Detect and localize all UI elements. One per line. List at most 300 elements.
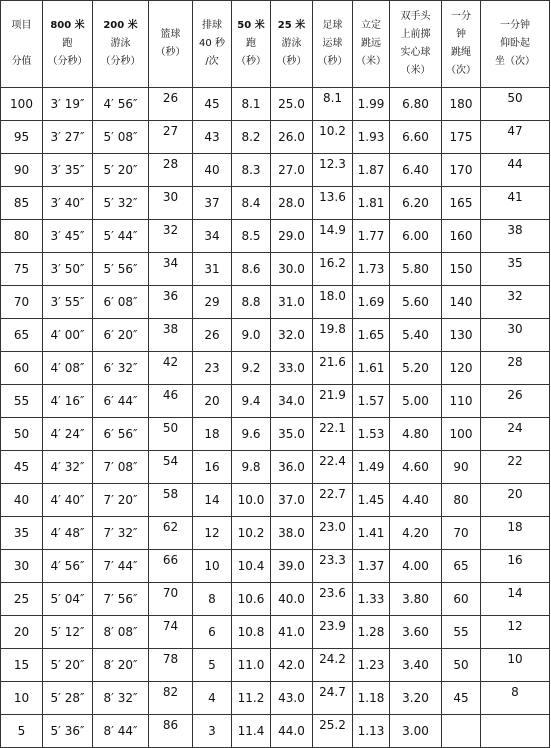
table-row (1, 649, 550, 682)
table-cell: 3.40 (390, 649, 442, 682)
table-cell: 1.18 (353, 682, 390, 715)
table-cell: 38 (149, 319, 193, 352)
header-line: 跳绳 (451, 47, 471, 58)
table-row (1, 154, 550, 187)
table-cell: 28 (481, 352, 550, 385)
table-cell: 23.6 (313, 583, 353, 616)
table-cell: 60 (442, 583, 481, 616)
table-cell: 60 (1, 352, 43, 385)
column-header (232, 1, 271, 88)
table-cell: 4′ 56″ (93, 88, 149, 121)
table-cell: 7′ 20″ (93, 484, 149, 517)
table-cell (442, 715, 481, 748)
header-line: （次） (446, 65, 476, 76)
table-cell: 8′ 32″ (93, 682, 149, 715)
table-cell: 15 (1, 649, 43, 682)
table-cell: 4.60 (390, 451, 442, 484)
table-cell: 3.20 (390, 682, 442, 715)
table-cell: 18 (193, 418, 232, 451)
table-cell: 6.60 (390, 121, 442, 154)
table-cell: 80 (442, 484, 481, 517)
table-cell: 65 (1, 319, 43, 352)
table-row (1, 484, 550, 517)
header-line: 上前掷 (400, 29, 431, 40)
table-cell: 4.20 (390, 517, 442, 550)
table-cell: 45 (1, 451, 43, 484)
table-cell: 43 (193, 121, 232, 154)
table-cell: 30 (149, 187, 193, 220)
table-cell: 35 (1, 517, 43, 550)
table-cell: 6.20 (390, 187, 442, 220)
table-cell: 24 (481, 418, 550, 451)
table-row (1, 88, 550, 121)
table-cell: 70 (149, 583, 193, 616)
table-cell: 50 (1, 418, 43, 451)
column-header (353, 1, 390, 88)
table-row (1, 385, 550, 418)
table-cell: 100 (442, 418, 481, 451)
table-cell: 37.0 (271, 484, 313, 517)
table-cell: 5′ 08″ (93, 121, 149, 154)
table-cell: 27.0 (271, 154, 313, 187)
table-cell: 50 (481, 88, 550, 121)
table-cell: 55 (442, 616, 481, 649)
table-cell: 31 (193, 253, 232, 286)
table-cell: 8.1 (313, 88, 353, 121)
table-cell: 43.0 (271, 682, 313, 715)
header-line: 实心球 (400, 47, 431, 58)
table-cell: 8.2 (232, 121, 271, 154)
header-line: 40 秒 (199, 38, 225, 49)
table-cell: 8 (193, 583, 232, 616)
table-cell: 65 (442, 550, 481, 583)
table-cell: 6′ 44″ (93, 385, 149, 418)
table-cell: 8.4 (232, 187, 271, 220)
table-cell: 100 (1, 88, 43, 121)
table-cell: 21.9 (313, 385, 353, 418)
table-cell: 39.0 (271, 550, 313, 583)
column-header (313, 1, 353, 88)
column-header (193, 1, 232, 88)
table-row (1, 550, 550, 583)
table-cell: 4 (193, 682, 232, 715)
table-cell: 80 (1, 220, 43, 253)
table-cell: 10 (481, 649, 550, 682)
table-cell: 32.0 (271, 319, 313, 352)
table-cell: 40 (193, 154, 232, 187)
table-cell: 40 (1, 484, 43, 517)
table-cell: 95 (1, 121, 43, 154)
table-cell: 30.0 (271, 253, 313, 286)
table-cell: 180 (442, 88, 481, 121)
table-cell: 150 (442, 253, 481, 286)
column-header (1, 1, 43, 88)
table-cell: 6′ 32″ (93, 352, 149, 385)
table-cell: 1.37 (353, 550, 390, 583)
table-cell: 3′ 19″ (43, 88, 93, 121)
table-row (1, 418, 550, 451)
table-cell: 12 (193, 517, 232, 550)
table-cell: 3.80 (390, 583, 442, 616)
header-line: 跑 (62, 38, 73, 49)
table-cell: 1.28 (353, 616, 390, 649)
header-line: （米） (356, 56, 386, 67)
table-cell: 47 (481, 121, 550, 154)
table-cell: 9.4 (232, 385, 271, 418)
table-cell: 130 (442, 319, 481, 352)
table-cell: 16.2 (313, 253, 353, 286)
header-line: （分秒） (100, 56, 141, 67)
table-cell: 14.9 (313, 220, 353, 253)
header-line: 运球 (322, 38, 343, 49)
table-cell: 38 (481, 220, 550, 253)
table-cell: 5.40 (390, 319, 442, 352)
table-cell: 10.4 (232, 550, 271, 583)
header-line: （米） (400, 65, 431, 76)
table-cell: 34.0 (271, 385, 313, 418)
table-cell: 175 (442, 121, 481, 154)
table-cell: 3′ 45″ (43, 220, 93, 253)
table-cell: 12.3 (313, 154, 353, 187)
table-cell: 38.0 (271, 517, 313, 550)
table-cell: 7′ 08″ (93, 451, 149, 484)
column-header (481, 1, 550, 88)
table-cell: 16 (193, 451, 232, 484)
table-cell: 28 (149, 154, 193, 187)
table-row (1, 121, 550, 154)
table-cell: 29 (193, 286, 232, 319)
table-row (1, 616, 550, 649)
table-cell: 5′ 04″ (43, 583, 93, 616)
column-header (271, 1, 313, 88)
table-cell: 11.2 (232, 682, 271, 715)
table-cell: 5′ 20″ (43, 649, 93, 682)
table-cell: 54 (149, 451, 193, 484)
table-cell: 1.69 (353, 286, 390, 319)
table-body (1, 88, 550, 748)
table-cell: 4′ 16″ (43, 385, 93, 418)
column-header (390, 1, 442, 88)
table-cell: 5.60 (390, 286, 442, 319)
table-cell: 10 (1, 682, 43, 715)
header-line: /次 (205, 56, 219, 67)
table-cell: 1.77 (353, 220, 390, 253)
table-cell: 8.8 (232, 286, 271, 319)
table-cell: 5′ 44″ (93, 220, 149, 253)
table-row (1, 451, 550, 484)
table-cell: 8′ 08″ (93, 616, 149, 649)
table-cell: 10 (193, 550, 232, 583)
header-line: （秒） (155, 47, 186, 58)
table-cell: 10.0 (232, 484, 271, 517)
table-row (1, 517, 550, 550)
table-cell: 4′ 00″ (43, 319, 93, 352)
table-cell: 23 (193, 352, 232, 385)
table-cell: 6.00 (390, 220, 442, 253)
header-line: 立定 (361, 20, 381, 31)
table-cell: 45 (442, 682, 481, 715)
table-cell: 36 (149, 286, 193, 319)
header-line (1, 35, 42, 53)
table-cell: 3′ 55″ (43, 286, 93, 319)
table-cell: 9.2 (232, 352, 271, 385)
table-cell: 1.57 (353, 385, 390, 418)
table-cell: 7′ 56″ (93, 583, 149, 616)
table-cell: 8′ 44″ (93, 715, 149, 748)
table-cell: 1.81 (353, 187, 390, 220)
table-cell: 41 (481, 187, 550, 220)
table-cell: 10.6 (232, 583, 271, 616)
table-cell: 1.53 (353, 418, 390, 451)
table-cell: 30 (481, 319, 550, 352)
header-line: （秒） (276, 56, 307, 67)
table-cell: 1.65 (353, 319, 390, 352)
column-header (149, 1, 193, 88)
table-cell: 62 (149, 517, 193, 550)
table-cell: 1.45 (353, 484, 390, 517)
table-cell: 37 (193, 187, 232, 220)
table-cell: 31.0 (271, 286, 313, 319)
table-cell: 70 (442, 517, 481, 550)
header-line: 排球 (202, 20, 222, 31)
table-cell: 82 (149, 682, 193, 715)
header-line: （秒） (236, 56, 266, 67)
table-cell: 5′ 12″ (43, 616, 93, 649)
table-cell: 4′ 56″ (43, 550, 93, 583)
table-cell: 6′ 20″ (93, 319, 149, 352)
table-cell: 22.4 (313, 451, 353, 484)
table-cell: 35.0 (271, 418, 313, 451)
table-cell: 11.0 (232, 649, 271, 682)
table-cell: 5′ 32″ (93, 187, 149, 220)
header-line: （秒） (317, 56, 348, 67)
table-cell: 27 (149, 121, 193, 154)
table-cell: 6′ 08″ (93, 286, 149, 319)
table-cell: 36.0 (271, 451, 313, 484)
header-line: 双手头 (400, 11, 431, 22)
table-cell: 8.1 (232, 88, 271, 121)
table-cell: 90 (442, 451, 481, 484)
header-row (1, 1, 550, 88)
table-cell: 12 (481, 616, 550, 649)
header-line: （分秒） (47, 56, 88, 67)
table-cell: 1.93 (353, 121, 390, 154)
table-cell: 10.2 (232, 517, 271, 550)
table-cell: 5′ 20″ (93, 154, 149, 187)
table-cell: 86 (149, 715, 193, 748)
table-cell: 25.2 (313, 715, 353, 748)
table-cell: 4.80 (390, 418, 442, 451)
table-cell: 28.0 (271, 187, 313, 220)
table-cell: 42.0 (271, 649, 313, 682)
table-cell (481, 715, 550, 748)
table-cell: 20 (1, 616, 43, 649)
table-cell: 34 (149, 253, 193, 286)
table-cell: 7′ 32″ (93, 517, 149, 550)
table-row (1, 319, 550, 352)
table-cell: 5.20 (390, 352, 442, 385)
table-cell: 55 (1, 385, 43, 418)
table-row (1, 352, 550, 385)
table-cell: 75 (1, 253, 43, 286)
header-line: 一分 (451, 11, 471, 22)
table-cell: 1.73 (353, 253, 390, 286)
table-cell: 22 (481, 451, 550, 484)
table-cell: 1.61 (353, 352, 390, 385)
header-line: 仰卧起 (500, 38, 530, 49)
table-cell: 24.7 (313, 682, 353, 715)
table-cell: 20 (193, 385, 232, 418)
table-cell: 22.1 (313, 418, 353, 451)
table-cell: 4′ 48″ (43, 517, 93, 550)
table-cell: 66 (149, 550, 193, 583)
table-cell: 90 (1, 154, 43, 187)
table-cell: 20 (481, 484, 550, 517)
column-header (43, 1, 93, 88)
table-cell: 46 (149, 385, 193, 418)
table-cell: 29.0 (271, 220, 313, 253)
table-cell: 8.6 (232, 253, 271, 286)
header-line: 跳远 (361, 38, 381, 49)
table-cell: 1.33 (353, 583, 390, 616)
table-cell: 42 (149, 352, 193, 385)
table-cell: 8.3 (232, 154, 271, 187)
table-cell: 1.49 (353, 451, 390, 484)
table-row (1, 253, 550, 286)
table-cell: 1.13 (353, 715, 390, 748)
table-cell: 3′ 27″ (43, 121, 93, 154)
header-line: 一分钟 (500, 20, 530, 31)
table-cell: 21.6 (313, 352, 353, 385)
table-cell: 3.00 (390, 715, 442, 748)
table-cell: 5 (193, 649, 232, 682)
column-header (93, 1, 149, 88)
table-cell: 50 (442, 649, 481, 682)
table-cell: 6.80 (390, 88, 442, 121)
table-cell: 24.2 (313, 649, 353, 682)
table-cell: 85 (1, 187, 43, 220)
table-row (1, 715, 550, 748)
header-line: 800 米 (50, 20, 85, 31)
column-header (442, 1, 481, 88)
table-cell: 9.0 (232, 319, 271, 352)
table-cell: 45 (193, 88, 232, 121)
header-line: 篮球 (160, 29, 181, 40)
table-cell: 3′ 40″ (43, 187, 93, 220)
table-cell: 1.87 (353, 154, 390, 187)
table-cell: 40.0 (271, 583, 313, 616)
table-cell: 8.5 (232, 220, 271, 253)
header-line: 钟 (456, 29, 466, 40)
table-cell: 26.0 (271, 121, 313, 154)
table-row (1, 187, 550, 220)
table-cell: 25.0 (271, 88, 313, 121)
header-line: 坐（次） (495, 56, 535, 67)
table-cell: 32 (149, 220, 193, 253)
table-cell: 23.3 (313, 550, 353, 583)
table-cell: 4.40 (390, 484, 442, 517)
table-cell: 78 (149, 649, 193, 682)
table-cell: 58 (149, 484, 193, 517)
header-line: 跑 (246, 38, 256, 49)
table-cell: 26 (193, 319, 232, 352)
table-cell: 170 (442, 154, 481, 187)
header-line: 项目 (11, 20, 32, 31)
table-cell: 25 (1, 583, 43, 616)
table-cell: 10.2 (313, 121, 353, 154)
table-cell: 8 (481, 682, 550, 715)
table-cell: 120 (442, 352, 481, 385)
table-cell: 30 (1, 550, 43, 583)
header-line: 分值 (11, 56, 32, 67)
table-row (1, 220, 550, 253)
table-cell: 14 (193, 484, 232, 517)
table-cell: 9.8 (232, 451, 271, 484)
table-cell: 1.23 (353, 649, 390, 682)
header-line: 游泳 (281, 38, 302, 49)
table-cell: 70 (1, 286, 43, 319)
table-cell: 6′ 56″ (93, 418, 149, 451)
table-cell: 14 (481, 583, 550, 616)
table-cell: 50 (149, 418, 193, 451)
table-cell: 110 (442, 385, 481, 418)
table-cell: 18 (481, 517, 550, 550)
table-cell: 3′ 50″ (43, 253, 93, 286)
table-cell: 5′ 56″ (93, 253, 149, 286)
table-cell: 5′ 36″ (43, 715, 93, 748)
table-cell: 5 (1, 715, 43, 748)
header-line: 50 米 (237, 20, 265, 31)
table-cell: 33.0 (271, 352, 313, 385)
table-cell: 41.0 (271, 616, 313, 649)
table-cell: 160 (442, 220, 481, 253)
table-cell: 10.8 (232, 616, 271, 649)
table-cell: 1.41 (353, 517, 390, 550)
header-line: 足球 (322, 20, 343, 31)
table-cell: 3′ 35″ (43, 154, 93, 187)
table-cell: 22.7 (313, 484, 353, 517)
table-cell: 5.00 (390, 385, 442, 418)
table-cell: 11.4 (232, 715, 271, 748)
table-cell: 9.6 (232, 418, 271, 451)
table-cell: 3 (193, 715, 232, 748)
header-line: 游泳 (110, 38, 131, 49)
table-cell: 165 (442, 187, 481, 220)
table-cell: 7′ 44″ (93, 550, 149, 583)
header-line: 200 米 (103, 20, 138, 31)
table-row (1, 583, 550, 616)
table-cell: 26 (149, 88, 193, 121)
table-row (1, 286, 550, 319)
table-cell: 13.6 (313, 187, 353, 220)
table-cell: 6 (193, 616, 232, 649)
table-cell: 32 (481, 286, 550, 319)
table-cell: 4′ 24″ (43, 418, 93, 451)
table-cell: 23.9 (313, 616, 353, 649)
table-cell: 4′ 32″ (43, 451, 93, 484)
table-cell: 140 (442, 286, 481, 319)
table-cell: 19.8 (313, 319, 353, 352)
table-cell: 26 (481, 385, 550, 418)
table-cell: 16 (481, 550, 550, 583)
header-line: 25 米 (277, 20, 306, 31)
table-cell: 4′ 08″ (43, 352, 93, 385)
table-row (1, 682, 550, 715)
table-cell: 5.80 (390, 253, 442, 286)
table-cell: 4.00 (390, 550, 442, 583)
table-cell: 8′ 20″ (93, 649, 149, 682)
table-cell: 44.0 (271, 715, 313, 748)
